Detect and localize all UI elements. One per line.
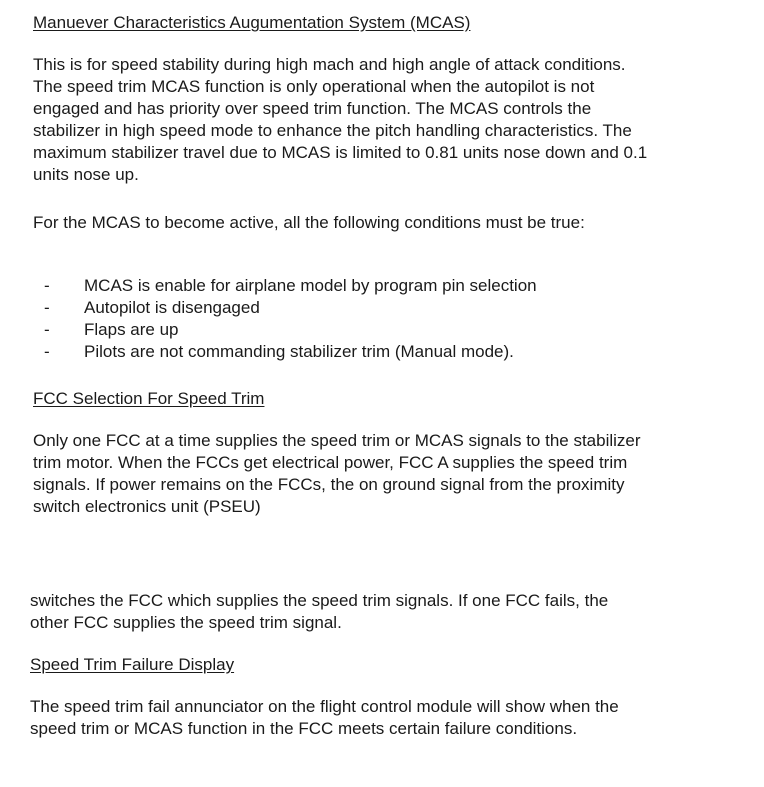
speed-trim-failure-heading: Speed Trim Failure Display xyxy=(30,655,235,674)
mcas-heading: Manuever Characteristics Augumentation System (MCAS) xyxy=(33,13,471,32)
list-item xyxy=(44,319,537,341)
list-item xyxy=(44,297,537,319)
bullet-dash: - xyxy=(44,342,50,361)
list-item xyxy=(44,341,537,363)
bullet-dash: - xyxy=(44,276,50,295)
fcc-selection-heading: FCC Selection For Speed Trim xyxy=(33,389,265,408)
fcc-selection-paragraph-1: Only one FCC at a time supplies the speed trim or MCAS signals to the stabilizer trim motor. When the FCCs get electrical power, FCC A supplies the speed trim signals. If power remains on the FCCs, the on ground signal from the proximity switch electronics unit (PSEU) xyxy=(33,431,641,516)
speed-trim-failure-paragraph: The speed trim fail annunciator on the flight control module will show when the speed trim or MCAS function in the FCC meets certain failure conditions. xyxy=(30,697,619,738)
bullet-dash: - xyxy=(44,298,50,317)
bullet-dash: - xyxy=(44,320,50,339)
condition-text: Flaps are up xyxy=(84,320,179,339)
condition-text: MCAS is enable for airplane model by program pin selection xyxy=(84,276,537,295)
mcas-conditions-list xyxy=(44,275,537,363)
fcc-selection-paragraph-2: switches the FCC which supplies the speed trim signals. If one FCC fails, the other FCC supplies the speed trim signal. xyxy=(30,591,609,632)
list-item xyxy=(44,275,537,297)
condition-text: Autopilot is disengaged xyxy=(84,298,260,317)
condition-text: Pilots are not commanding stabilizer trim (Manual mode). xyxy=(84,342,514,361)
mcas-conditions-intro: For the MCAS to become active, all the following conditions must be true: xyxy=(33,213,585,232)
mcas-description-paragraph: This is for speed stability during high mach and high angle of attack conditions. The speed trim MCAS function is only operational when the autopilot is not engaged and has priority over speed trim function. The MCAS controls the stabilizer in high speed mode to enhance the pitch handling characteristics. The maximum stabilizer travel due to MCAS is limited to 0.81 units nose down and 0.1 units nose up. xyxy=(33,55,648,184)
